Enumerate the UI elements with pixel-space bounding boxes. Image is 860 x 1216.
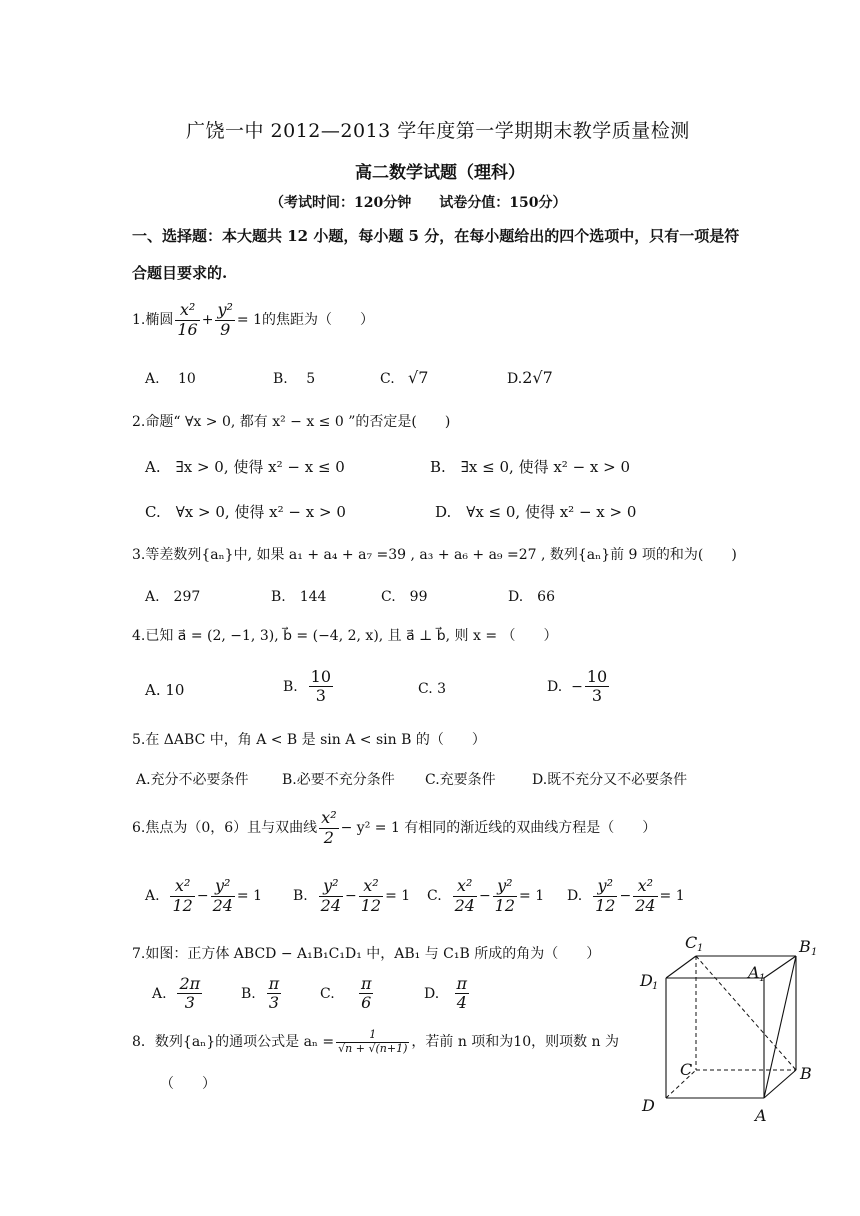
label-c: C [680,1060,693,1079]
exam-meta: （考试时间：120分钟 试卷分值：150分） [270,195,567,211]
q5-option-b: B.必要不充分条件 [282,772,395,788]
question-3-stem: 3.等差数列{aₙ}中, 如果 a₁ + a₄ + a₇ =39 , a₃ + a₆ + a₉ =27 , 数列{aₙ}前 9 项的和为( ) [132,547,737,563]
q4-option-b: B. $\frac{10}{3}$ [283,667,332,706]
q1-option-d: D.2√7 [507,368,553,387]
label-d1: D [640,971,653,990]
segment-c1b-hidden [696,956,796,1070]
segment-ab1 [764,956,796,1098]
q4-option-c: C. 3 [418,681,447,697]
q1-option-c: C. √7 [380,368,429,387]
q4-option-d: D. − $\frac{10}{3}$ [547,667,608,706]
q6-option-a: A. $\frac{\text{x²}}{12}$ − $\frac{\text{y²}}{24}$ = 1 [145,876,263,915]
label-b1: B [799,937,811,956]
q6-option-c: C. $\frac{\text{x²}}{24}$ − $\frac{\text{y²}}{12}$ = 1 [427,876,545,915]
question-5-stem: 5.在 ΔABC 中，角 A < B 是 sin A < sin B 的（ ） [132,732,486,748]
q5-option-c: C.充要条件 [425,772,496,788]
label-a: A [755,1106,767,1125]
exam-title: 广饶一中 2012—2013 学年度第一学期期末教学质量检测 [186,120,690,142]
q7-option-b: B. $\frac{\pi}{3}$ [241,974,280,1013]
q2-option-b: B. ∃x ≤ 0, 使得 x² − x > 0 [430,458,631,476]
q5-option-a: A.充分不必要条件 [136,772,249,788]
question-6-stem: 6.焦点为（0，6）且与双曲线 $\frac{\text{x²}}{2}$ − y² = 1 有相同的渐近线的双曲线方程是（ ） [132,808,657,847]
question-8-blank: （ ） [160,1076,216,1092]
question-4-stem: 4.已知 a⃗ = (2, −1, 3), b⃗ = (−4, 2, x), 且 a⃗ ⊥ b⃗, 则 x = （ ） [132,628,558,644]
q2-option-d: D. ∀x ≤ 0, 使得 x² − x > 0 [435,503,637,521]
section-heading-line1: 一、选择题：本大题共 12 小题，每小题 5 分，在每小题给出的四个选项中，只有一项是符 [132,227,740,245]
question-1-stem: 1.椭圆 $\frac{\text{x²}}{16}$ + $\frac{\text{y²}}{9}$ = 1的焦距为（ ） [132,300,374,339]
q6-option-b: B. $\frac{\text{y²}}{24}$ − $\frac{\text{x²}}{12}$ = 1 [293,876,411,915]
q2-option-c: C. ∀x > 0, 使得 x² − x > 0 [145,503,346,521]
label-a1: A [748,963,760,982]
q3-option-a: A. 297 [145,589,201,605]
edge-a1-b1 [764,956,796,978]
edge-d1-c1 [666,956,696,978]
q4-option-a: A. 10 [145,681,185,699]
label-c1-sub: 1 [697,943,704,954]
section-heading-line2: 合题目要求的. [132,264,228,282]
label-a1-sub: 1 [759,973,766,984]
q3-option-c: C. 99 [381,589,428,605]
q7-option-a: A. $\frac{2\pi}{3}$ [152,974,201,1013]
label-b1-sub: 1 [811,947,818,958]
q2-option-a: A. ∃x > 0, 使得 x² − x ≤ 0 [145,458,345,476]
question-8-stem: 8．数列{aₙ}的通项公式是 aₙ = $\frac{1}{√n + √(n+1)}$ ，若前 n 项和为10，则项数 n 为 [132,1027,620,1055]
q1-option-a: A. 10 [145,371,196,387]
label-d: D [642,1096,655,1115]
question-7-stem: 7.如图：正方体 ABCD − A₁B₁C₁D₁ 中，AB₁ 与 C₁B 所成的角为（ ） [132,946,601,962]
q6-option-d: D. $\frac{\text{y²}}{12}$ − $\frac{\text{x²}}{24}$ = 1 [567,876,685,915]
label-c1: C [685,933,698,952]
cube-figure [630,928,830,1128]
label-d1-sub: 1 [652,981,659,992]
q3-option-b: B. 144 [271,589,327,605]
q1-option-b: B. 5 [273,371,316,387]
q7-option-c: C. $\frac{\pi}{6}$ [320,974,372,1013]
q3-option-d: D. 66 [508,589,555,605]
question-2-stem: 2.命题“ ∀x > 0, 都有 x² − x ≤ 0 ”的否定是( ) [132,414,451,430]
q5-option-d: D.既不充分又不必要条件 [532,772,688,788]
q7-option-d: D. $\frac{\pi}{4}$ [424,974,468,1013]
exam-subtitle: 高二数学试题（理科） [355,163,525,183]
label-b: B [800,1064,812,1083]
